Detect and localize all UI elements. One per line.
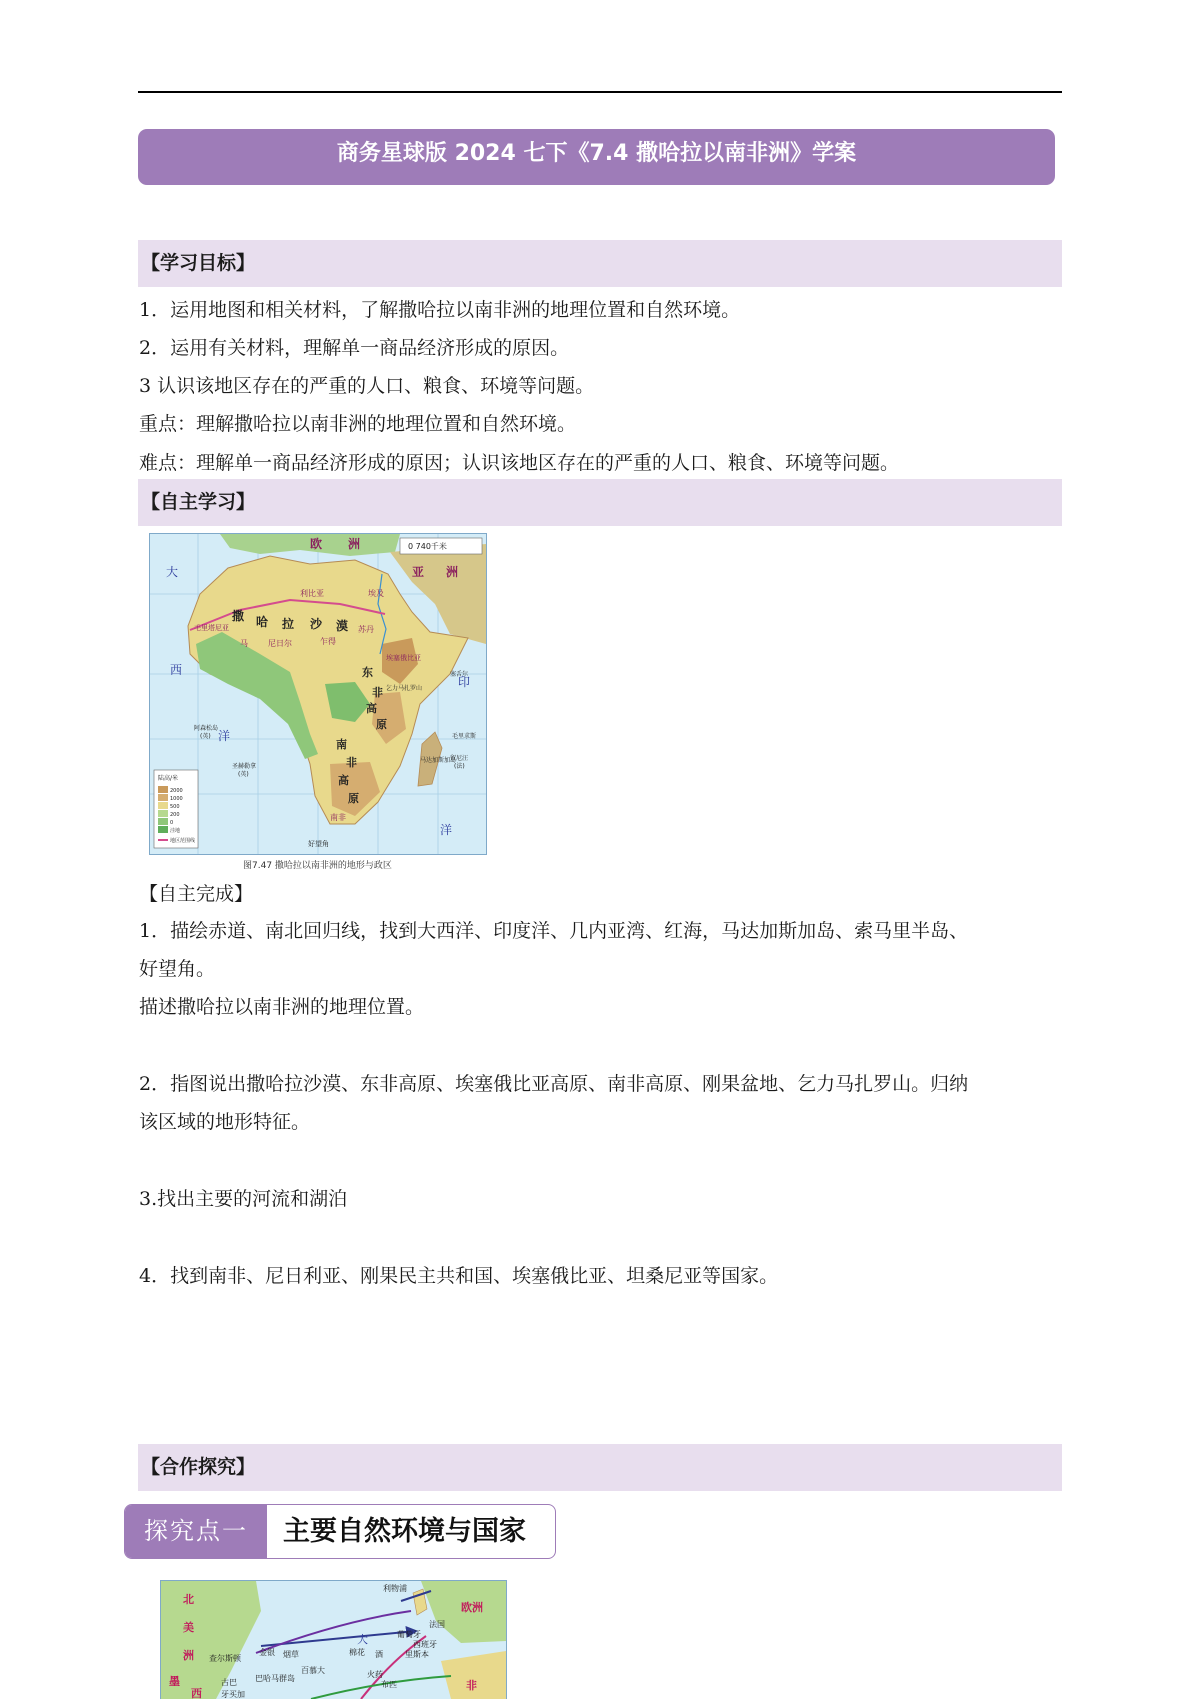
map-label-indian-2: 洋 (440, 823, 453, 837)
task-3-line: 3.找出主要的河流和湖泊 (139, 1188, 348, 1210)
map-label-sahara-1: 撒 (232, 609, 245, 623)
map-caption: 图7.47 撒哈拉以南非洲的地形与政区 (243, 861, 392, 871)
map-label-asia: 亚 (412, 565, 425, 579)
cooperation-heading: 【合作探究】 (138, 1444, 1062, 1491)
map-label-east-africa-1: 东 (362, 666, 373, 679)
map2-label-europe: 欧洲 (461, 1601, 483, 1614)
task-1-line-2: 好望角。 (139, 958, 216, 980)
map-label-east-africa-3: 高 (366, 702, 377, 715)
map-label-sudan: 苏丹 (358, 625, 374, 634)
map2-label-portugal: 葡萄牙 (397, 1630, 421, 1639)
map2-label-lisbon: 里斯本 (405, 1650, 429, 1659)
map-label-east-africa-2: 非 (372, 686, 383, 699)
map-label-chad: 乍得 (320, 637, 336, 646)
map-label-europe-2: 洲 (348, 537, 361, 551)
objective-line-1: 1．运用地图和相关材料，了解撒哈拉以南非洲的地理位置和自然环境。 (139, 299, 741, 321)
legend-level-5: 0 (170, 820, 174, 826)
map-label-mauritania: 毛里塔尼亚 (194, 624, 229, 632)
map2-label-west: 西 (191, 1687, 202, 1699)
map2-label-bahamas: 巴哈马群岛 (255, 1674, 295, 1683)
map-label-sahara-3: 拉 (282, 617, 295, 631)
map-label-atlantic-1: 大 (166, 565, 179, 579)
document-title: 商务星球版 2024 七下《7.4 撒哈拉以南非洲》学案 (138, 129, 1055, 185)
map2-label-spain: 西班牙 (413, 1640, 437, 1649)
objective-line-3: 3 认识该地区存在的严重的人口、粮食、环境等问题。 (139, 375, 595, 397)
map-label-seychelles: 塞舌尔 (450, 671, 469, 678)
map-label-madagascar: 马达加斯加岛 (420, 757, 457, 764)
map2-label-liverpool: 利物浦 (383, 1584, 407, 1593)
map2-label-weapons: 火药 (367, 1670, 383, 1679)
difficulty-line: 难点：理解单一商品经济形成的原因；认识该地区存在的严重的人口、粮食、环境等问题。 (139, 452, 900, 474)
map2-label-charleston: 查尔斯顿 (209, 1654, 241, 1663)
map-label-sa-plateau-1: 南 (336, 738, 347, 751)
map2-label-mexico: 墨 (169, 1675, 180, 1688)
map-label-libya: 利比亚 (300, 589, 324, 598)
map-label-atlantic-2: 西 (170, 663, 183, 677)
map-label-sa-plateau-3: 高 (338, 774, 349, 787)
map2-label-gold: 金银 (259, 1648, 275, 1657)
map-label-st-helena-sub: (英) (238, 771, 249, 778)
legend-title: 陆高/米 (158, 775, 179, 782)
triangular-trade-map (160, 1580, 507, 1699)
map2-label-cuba: 古巴 (221, 1678, 237, 1687)
task-1-line-1: 1．描绘赤道、南北回归线，找到大西洋、印度洋、几内亚湾、红海，马达加斯加岛、索马里半岛、 (139, 920, 969, 942)
map-label-ethiopia: 埃塞俄比亚 (386, 654, 421, 662)
map-label-ascension-sub: (英) (200, 733, 211, 740)
map2-label-america: 美 (183, 1621, 194, 1634)
map-label-sa-plateau-4: 原 (348, 792, 359, 805)
map2-label-tobacco: 烟草 (283, 1650, 299, 1659)
self-complete-heading: 【自主完成】 (139, 883, 254, 905)
legend-level-2: 1000 (170, 796, 183, 802)
map-label-asia-2: 洲 (446, 565, 459, 579)
legend-boundary: 地区范围线 (170, 838, 196, 844)
map2-label-bermuda: 百慕大 (301, 1666, 325, 1675)
map2-label-north: 北 (183, 1593, 194, 1606)
legend-level-4: 200 (170, 812, 180, 818)
africa-map-figure (149, 533, 487, 855)
inquiry-point-tag: 探究点一 (125, 1505, 267, 1558)
map-label-st-helena: 圣赫勒拿 (232, 763, 257, 770)
map-label-europe: 欧 (310, 537, 323, 551)
map-label-sahara-2: 哈 (256, 615, 269, 629)
task-2-line-1: 2．指图说出撒哈拉沙漠、东非高原、埃塞俄比亚高原、南非高原、刚果盆地、乞力马扎罗山。归纳 (139, 1073, 969, 1095)
map-label-egypt: 埃及 (368, 589, 384, 598)
objective-line-2: 2．运用有关材料，理解单一商品经济形成的原因。 (139, 337, 570, 359)
map-label-niger: 尼日尔 (268, 639, 292, 648)
map2-label-continent: 洲 (183, 1649, 194, 1662)
map2-label-wine: 酒 (375, 1650, 383, 1659)
map-scale: 0 740千米 (408, 542, 447, 551)
map-label-east-africa-4: 原 (376, 718, 387, 731)
map-label-ascension: 阿森松岛 (194, 725, 219, 732)
legend-level-3: 500 (170, 804, 180, 810)
key-point-line: 重点：理解撒哈拉以南非洲的地理位置和自然环境。 (139, 413, 577, 435)
inquiry-point-title: 主要自然环境与国家 (283, 1516, 526, 1547)
self-study-heading: 【自主学习】 (138, 479, 1062, 526)
africa-map (150, 534, 486, 854)
top-rule (138, 91, 1062, 93)
trade-map (161, 1581, 506, 1699)
objectives-heading: 【学习目标】 (138, 240, 1062, 287)
map-label-sa-plateau-2: 非 (346, 756, 357, 769)
map2-label-france: 法国 (429, 1620, 445, 1629)
map-label-mauritius: 毛里求斯 (452, 733, 477, 740)
map2-label-africa: 非 (466, 1679, 477, 1692)
legend-level-6: 洼地 (170, 828, 181, 834)
map2-label-atlantic: 大 (357, 1633, 368, 1646)
task-1-line-3: 描述撒哈拉以南非洲的地理位置。 (139, 996, 425, 1018)
map-label-mali: 马 (240, 639, 248, 648)
map-label-kilimanjaro: 乞力马扎罗山 (386, 685, 423, 692)
legend-level-1: 2000 (170, 788, 183, 794)
inquiry-point-box (124, 1504, 556, 1559)
map-label-south-africa: 南非 (330, 813, 346, 822)
map-label-sahara-4: 沙 (310, 617, 323, 631)
task-2-line-2: 该区域的地形特征。 (139, 1111, 311, 1133)
task-4-line: 4．找到南非、尼日利亚、刚果民主共和国、埃塞俄比亚、坦桑尼亚等国家。 (139, 1265, 779, 1287)
map-label-sahara-5: 漠 (336, 619, 349, 633)
map-label-cape: 好望角 (308, 840, 329, 848)
map2-label-cotton: 棉花 (349, 1648, 365, 1657)
map-label-atlantic-3: 洋 (218, 729, 231, 743)
map-label-reunion-sub: (法) (454, 763, 465, 770)
map-label-indian-1: 印 (458, 675, 471, 689)
map2-label-cloth: 布匹 (381, 1680, 397, 1689)
map-label-reunion: 留尼汪 (450, 755, 469, 762)
map2-label-jamaica: 牙买加 (221, 1690, 245, 1699)
